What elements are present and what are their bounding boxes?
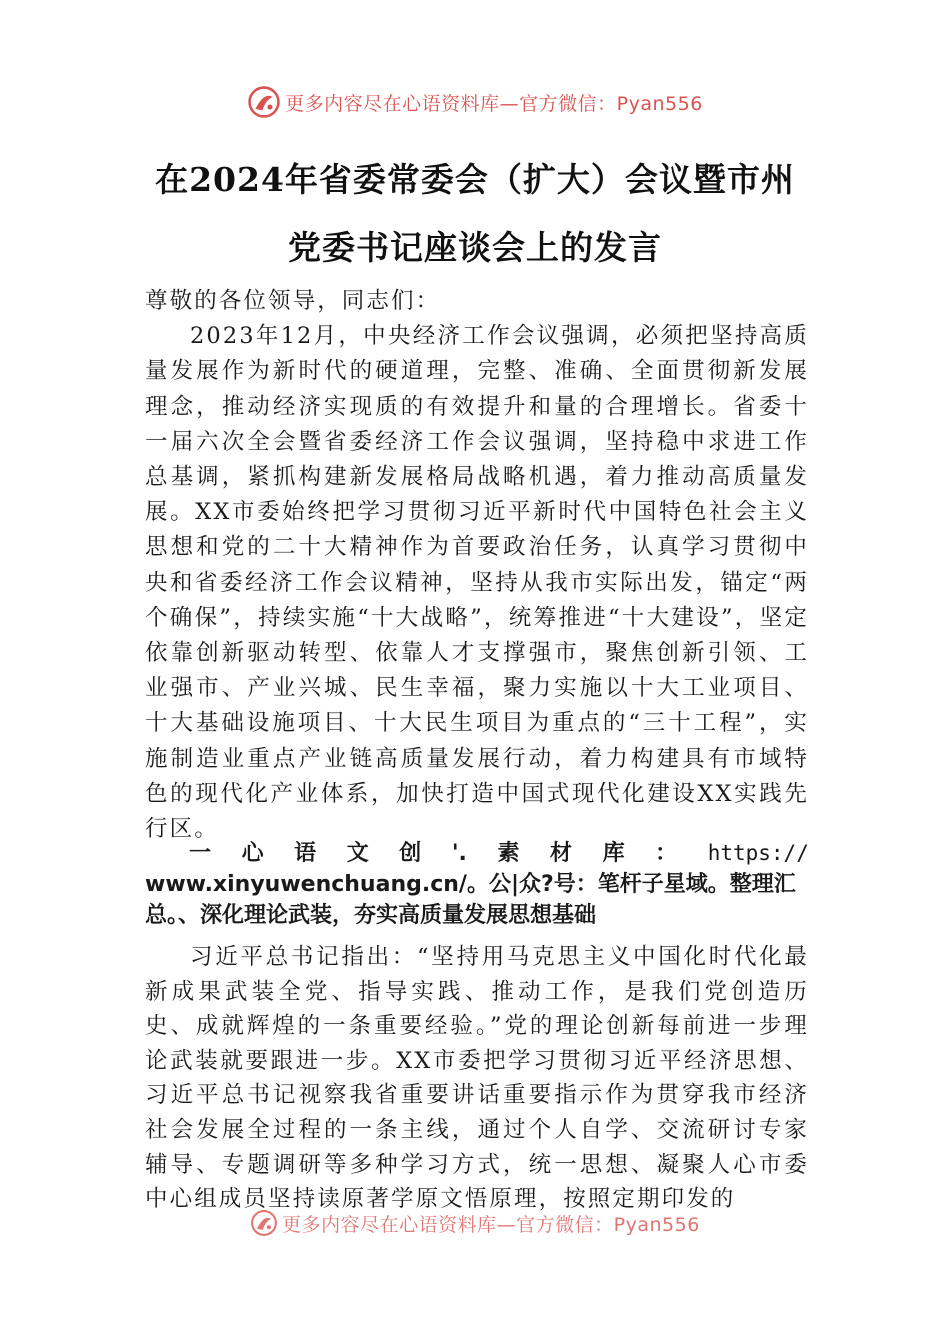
footer-watermark (0, 1208, 950, 1238)
heading-char: 创 (399, 841, 422, 866)
footer-watermark-text: 更多内容尽在心语资料库—官方微信：Pyan556 (282, 1213, 700, 1236)
heading-line-3: 总。、深化理论武装，夯实高质量发展思想基础 (145, 903, 597, 928)
watermark-logo-icon (247, 85, 281, 119)
heading-char: 文 (346, 841, 369, 866)
document-body-bottom (145, 940, 809, 1217)
heading-line-2: www.xinyuwenchuang.cn/。公|众?号：笔杆子星域。整理汇 (145, 872, 796, 897)
heading-line-1 (145, 838, 809, 869)
heading-char: 库 (602, 841, 625, 866)
heading-char: 语 (294, 841, 317, 866)
document-title-line-2: 党委书记座谈会上的发言 (288, 228, 662, 267)
header-watermark (0, 84, 950, 120)
paragraph-intro: 2023年12月，中央经济工作会议强调，必须把坚持高质量发展作为新时代的硬道理，完整、准确、全面贯彻新发展理念，推动经济实现质的有效提升和量的合理增长。省委十一届六次全会暨省委经济工作会议强调，坚持稳中求进工作总基调，紧抓构建新发展格局战略机遇，着力推动高质量发展。XX市委始终把学习贯彻习近平新时代中国特色社会主义思想和党的二十大精神作为首要政治任务，认真学习贯彻中央和省委经济工作会议精神，坚持从我市实际出发，锚定“两个确保”，持续实施“十大战略”，统筹推进“十大建设”，坚定依靠创新驱动转型、依靠人才支撑强市，聚焦创新引领、工业强市、产业兴城、民生幸福，聚力实施以十大工业项目、十大基础设施项目、十大民生项目为重点的“三十工程”，实施制造业重点产业链高质量发展行动，着力构建具有市域特色的现代化产业体系，加快打造中国式现代化建设XX实践先行区。 (145, 323, 809, 843)
section-heading (145, 838, 809, 931)
paragraph-theory: 习近平总书记指出：“坚持用马克思主义中国化时代化最新成果武装全党、指导实践、推动工作，是我们党创造历史、成就辉煌的一条重要经验。”党的理论创新每前进一步理论武装就要跟进一步。XX市委把学习贯彻习近平经济思想、习近平总书记视察我省重要讲话重要指示作为贯穿我市经济社会发展全过程的一条主线，通过个人自学、交流研讨专家辅导、专题调研等多种学习方式，统一思想、凝聚人心市委中心组成员坚持读原著学原文悟原理，按照定期印发的 (145, 944, 809, 1213)
heading-char: ： (655, 841, 678, 866)
header-watermark-text: 更多内容尽在心语资料库—官方微信：Pyan556 (285, 92, 703, 115)
heading-char: 心 (241, 841, 264, 866)
document-body-top (145, 284, 809, 847)
heading-char: 素 (497, 841, 520, 866)
heading-char: 材 (550, 841, 573, 866)
watermark-logo-icon (250, 1209, 278, 1237)
heading-char: 一 (189, 841, 212, 866)
heading-url-start: https:// (707, 841, 809, 865)
heading-char: '. (451, 841, 467, 866)
document-title-line-1: 在2024年省委常委会（扩大）会议暨市州 (155, 160, 795, 199)
salutation: 尊敬的各位领导，同志们： (145, 288, 441, 314)
